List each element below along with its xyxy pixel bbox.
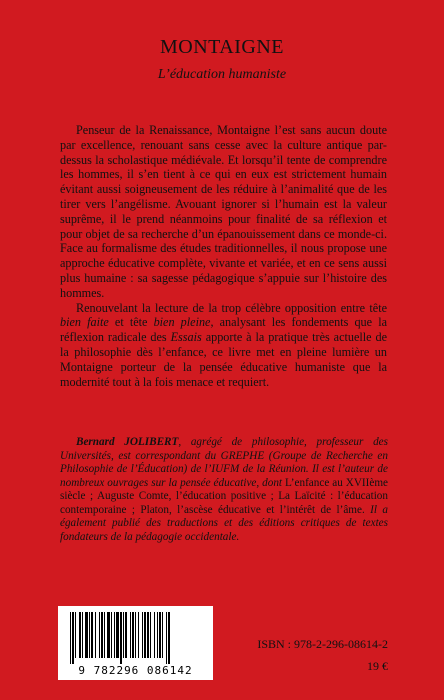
summary-paragraph-2-c: et tête	[108, 315, 154, 330]
author-name: Bernard JOLIBERT	[76, 436, 179, 448]
barcode-bar	[168, 612, 170, 664]
author-bio-titles: L’enfance au XVIIème siècle ; Auguste Comte, l’éducation positive ; La Laïcité : l’éducation contemporaine ; Platon, l’ascèse éducative et l’intérêt de l’âme.	[60, 476, 388, 516]
barcode-number: 9 782296 086142	[66, 664, 205, 677]
summary-text	[60, 123, 387, 389]
summary-paragraph-2-e: , analysant les fondements que la réflexion radicale des	[60, 315, 387, 345]
barcode-bar	[125, 612, 127, 658]
barcode-bar	[123, 612, 124, 658]
barcode-bar	[89, 612, 90, 658]
barcode-bar	[147, 612, 149, 658]
barcode-bar	[85, 612, 88, 658]
book-subtitle: L’éducation humaniste	[157, 67, 287, 82]
isbn: ISBN : 978-2-296-08614-2	[257, 637, 388, 651]
price: 19 €	[367, 659, 388, 673]
barcode-bar	[142, 612, 143, 658]
barcode-bar	[130, 612, 131, 658]
barcode-bar	[150, 612, 151, 658]
barcode-bar	[107, 612, 110, 658]
barcode-bar	[111, 612, 112, 658]
barcode-bar	[79, 612, 81, 658]
author-bio	[60, 436, 388, 544]
barcode-bar	[99, 612, 100, 658]
barcode-bar	[135, 612, 136, 658]
barcode-bar	[154, 612, 155, 658]
barcode-bar	[104, 612, 105, 658]
barcode-bar	[132, 612, 134, 658]
barcode-bar	[101, 612, 103, 658]
summary-italic-bien-faite: bien faite	[60, 315, 109, 330]
summary-paragraph-1: Penseur de la Renaissance, Montaigne l’est sans aucun doute par excellence, renouant sans cesse avec la culture antique par-dessus la scholastique médiévale. Et lorsqu’il tente de comprendre les hommes, il s’en tient à ce qui en eux est strictement humain évitant aussi soigneusement de les réduire à l’animalité que de les tirer vers l’angélisme. Avouant ignorer si l’humain est la valeur suprême, il le prend néanmoins pour finalité de sa réflexion et pour objet de sa recherche d’un épanouissement dans ce monde-ci. Face au formalisme des études traditionnelles, il nous propose une approche éducative complète, vivante et variée, et en ce sens aussi plus humaine : sa sagesse pédagogique s’appuie sur l’histoire des hommes.	[60, 123, 387, 300]
summary-paragraph-2	[60, 301, 387, 390]
barcode-bar	[95, 612, 96, 658]
barcode-bar	[138, 612, 139, 658]
barcode-bar	[72, 612, 74, 664]
barcode-bar	[166, 612, 167, 664]
barcode-bar	[82, 612, 83, 658]
author-bio-text-1: , agrégé de philosophie, professeur des Universités, est correspondant du GREPHE (Groupe de Recherche en Philosophie de l’Éducation) de l’IUFM de la Réunion. Il est l’auteur de nombreux ouvrages sur la pensée éducative, dont	[60, 436, 388, 489]
summary-paragraph-2-g: apporte à la pratique très actuelle de la philosophie dès l’enfance, ce livre met en pleine lumière un Montaigne porteur de la pensée éducative humaniste que la modernité tout à la fois menace et requiert.	[60, 330, 387, 389]
barcode-bar	[159, 612, 161, 658]
barcode-bars	[66, 612, 205, 664]
author-bio-text-3: Il a également publié des traductions et des éditions critiques de textes fondateurs de la pédagogie occidentale.	[60, 503, 388, 543]
barcode-bar	[114, 612, 115, 658]
summary-italic-bien-pleine: bien pleine	[153, 315, 211, 330]
barcode-bar	[157, 612, 158, 658]
barcode	[58, 606, 213, 680]
barcode-bar	[70, 612, 71, 664]
book-title: MONTAIGNE	[160, 36, 284, 58]
summary-paragraph-2-a: Renouvelant la lecture de la trop célèbre opposition entre tête	[76, 300, 387, 315]
author-bio-paragraph	[60, 436, 388, 544]
barcode-bar	[75, 612, 76, 658]
barcode-bar	[162, 612, 163, 658]
barcode-bar	[116, 612, 119, 658]
barcode-bar	[144, 612, 146, 658]
barcode-bar	[120, 612, 122, 664]
summary-italic-essais: Essais	[170, 330, 202, 345]
barcode-bar	[91, 612, 93, 658]
